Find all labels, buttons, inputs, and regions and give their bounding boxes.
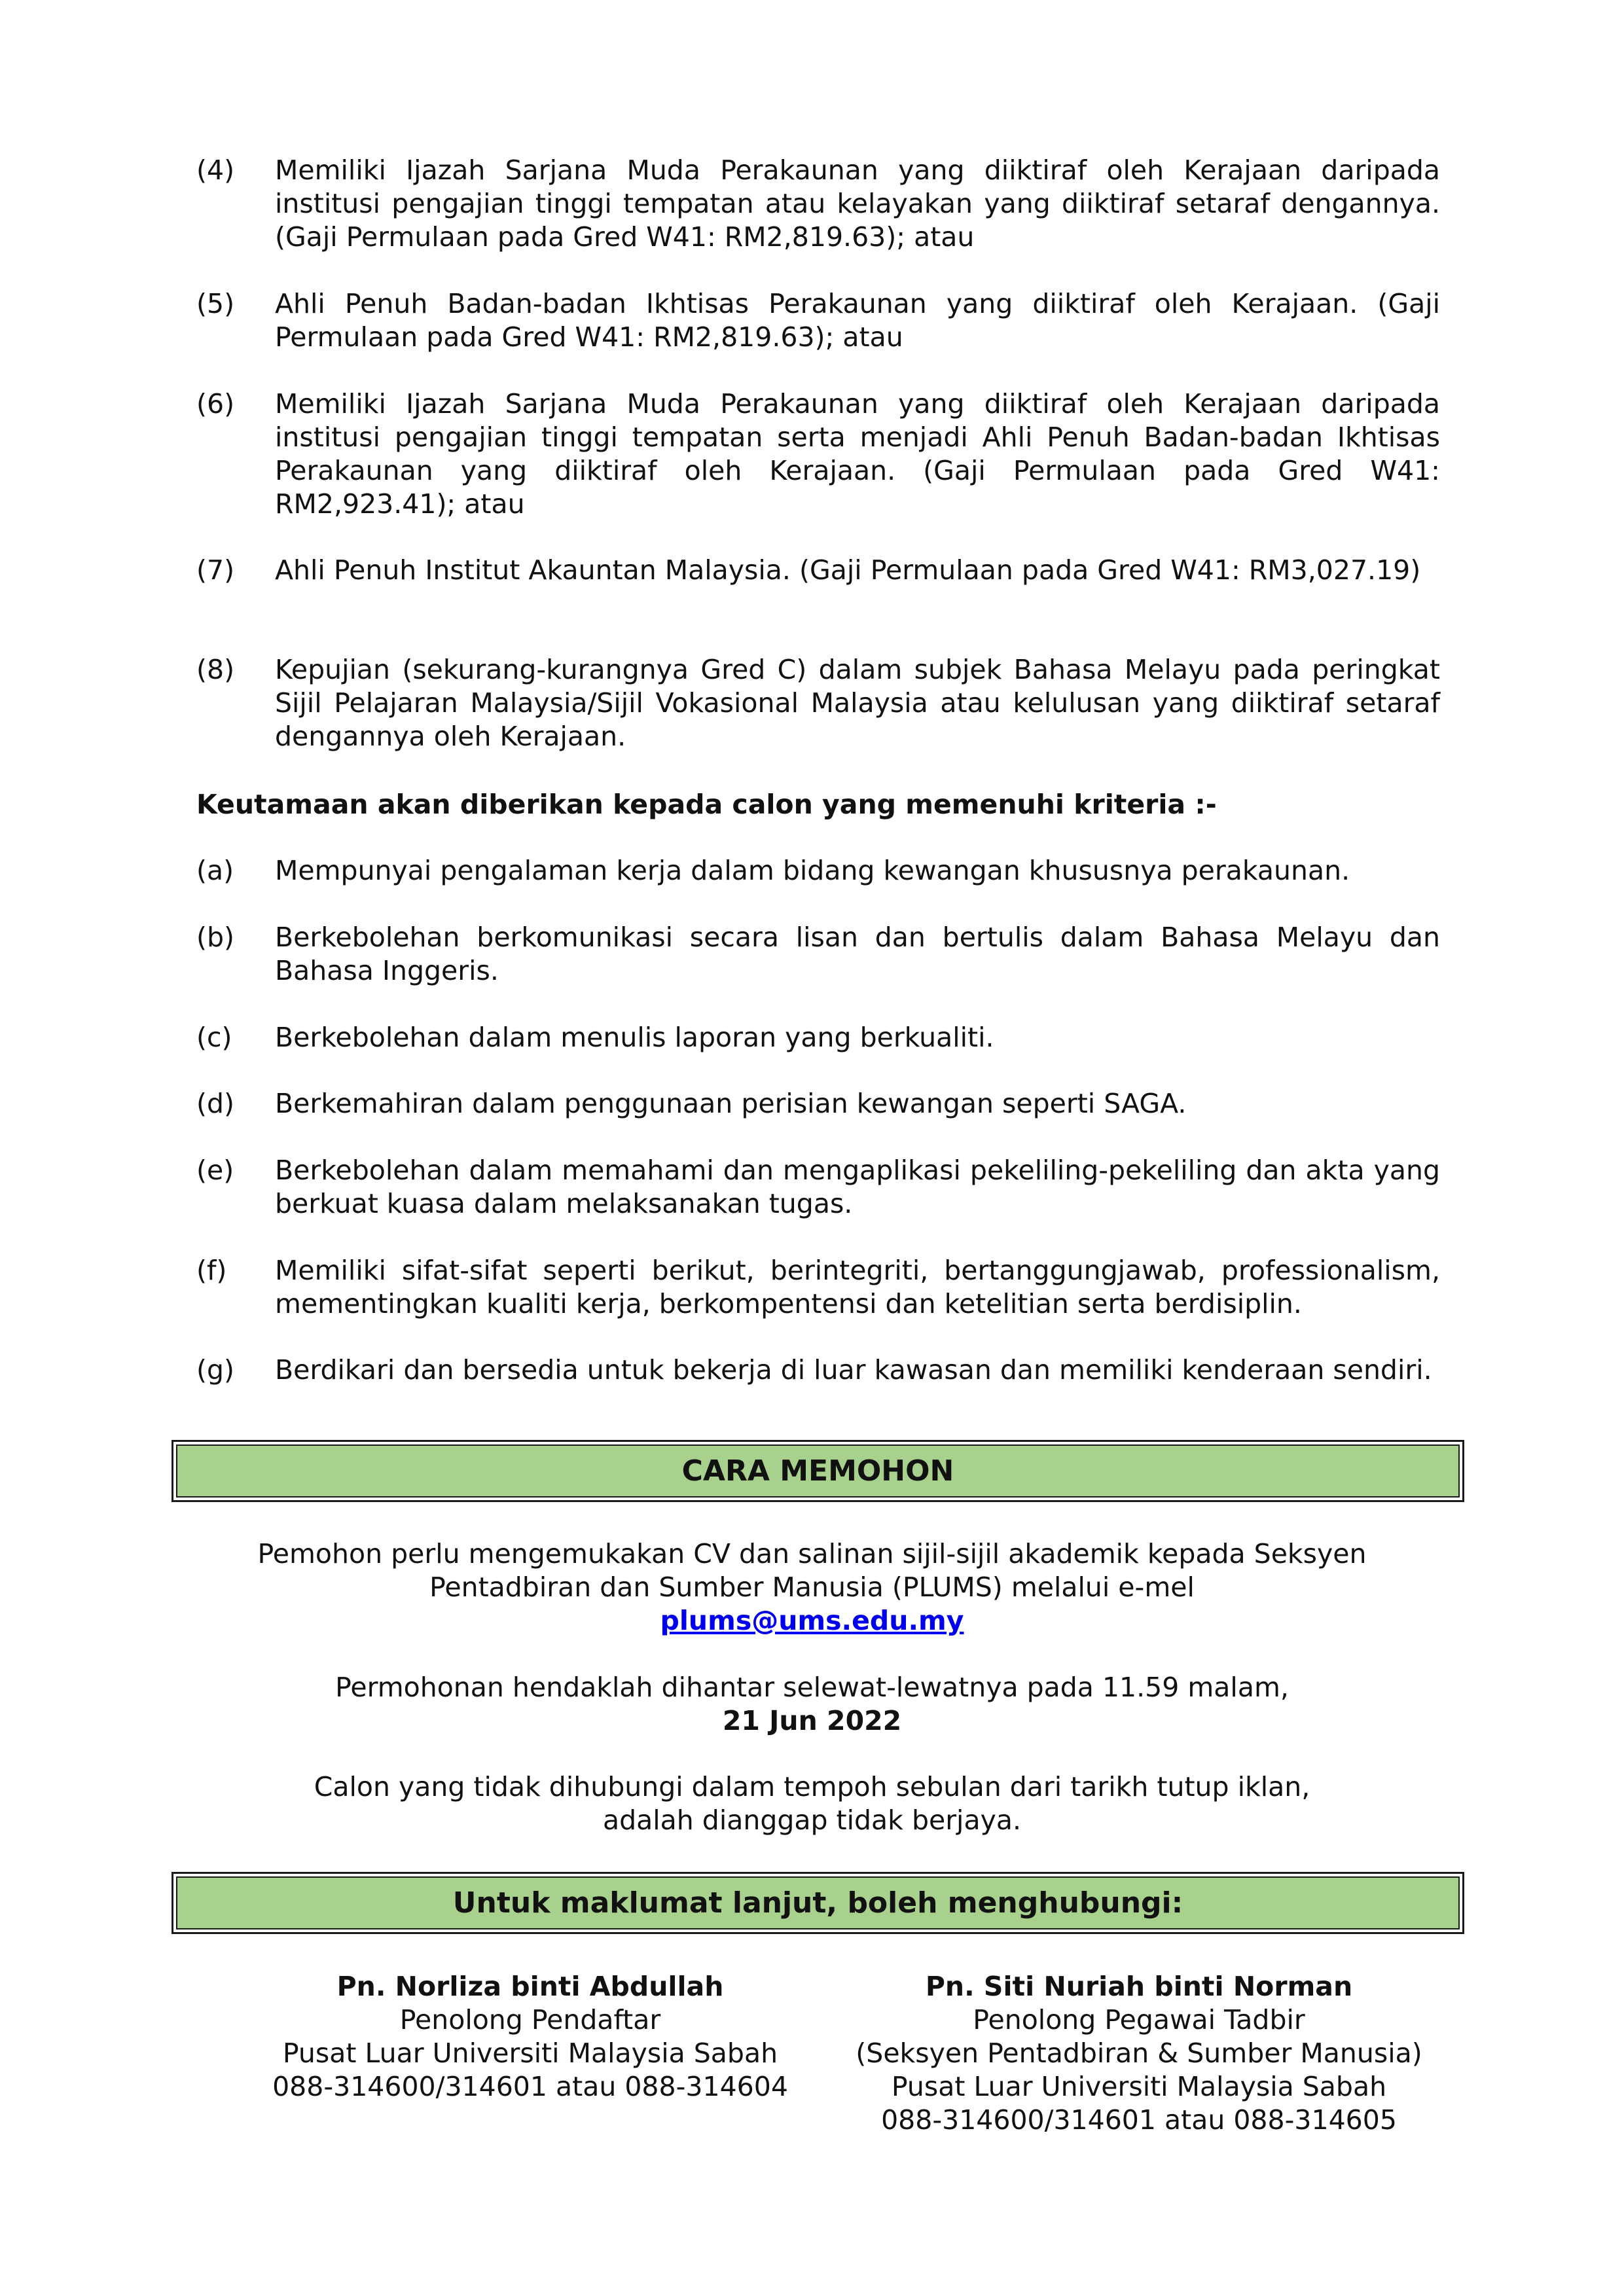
item-text: Berkebolehan dalam menulis laporan yang berkualiti. <box>275 1022 994 1053</box>
contact-title: Untuk maklumat lanjut, boleh menghubungi: <box>176 1876 1460 1929</box>
item-text: Memiliki Ijazah Sarjana Muda Perakaunan yang diiktiraf oleh Kerajaan daripada institusi pengajian tinggi tempatan atau kelayakan yang diiktiraf setaraf dengannya. (Gaji Permulaan pada Gred W41: RM2,819.63); atau <box>275 154 1440 253</box>
item-text: Kepujian (sekurang-kurangnya Gred C) dalam subjek Bahasa Melayu pada peringkat Sijil Pelajaran Malaysia/Sijil Vokasional Malaysia atau kelulusan yang diiktiraf setaraf dengannya oleh Kerajaan. <box>275 654 1440 752</box>
item-text: Berkebolehan dalam memahami dan mengaplikasi pekeliling-pekeliling dan akta yang berkuat kuasa dalam melaksanakan tugas. <box>275 1155 1440 1219</box>
contact-left <box>190 1970 871 2104</box>
contact-position: Penolong Pendaftar <box>399 2004 661 2036</box>
email-row <box>0 1604 1624 1638</box>
item-letter: (f) <box>196 1255 227 1286</box>
item-letter: (b) <box>196 922 235 953</box>
contact-name: Pn. Siti Nuriah binti Norman <box>925 1971 1353 2002</box>
contact-office: Pusat Luar Universiti Malaysia Sabah <box>891 2071 1387 2102</box>
item-text: Berkemahiran dalam penggunaan perisian kewangan seperti SAGA. <box>275 1088 1187 1119</box>
preference-heading: Keutamaan akan diberikan kepada calon yang memenuhi kriteria :- <box>196 789 1217 820</box>
item-text: Mempunyai pengalaman kerja dalam bidang kewangan khususnya perakaunan. <box>275 855 1350 886</box>
notice-line: adalah dianggap tidak berjaya. <box>602 1804 1021 1836</box>
contact-phone: 088-314600/314601 atau 088-314605 <box>881 2104 1397 2136</box>
contact-name: Pn. Norliza binti Abdullah <box>336 1971 724 2002</box>
apply-instruction-line: Pentadbiran dan Sumber Manusia (PLUMS) melalui e-mel <box>429 1571 1195 1603</box>
item-letter: (a) <box>196 855 234 886</box>
item-text: Ahli Penuh Institut Akauntan Malaysia. (Gaji Permulaan pada Gred W41: RM3,027.19) <box>275 554 1421 586</box>
contact-phone: 088-314600/314601 atau 088-314604 <box>272 2071 788 2102</box>
item-text: Memiliki Ijazah Sarjana Muda Perakaunan yang diiktiraf oleh Kerajaan daripada institusi pengajian tinggi tempatan serta menjadi Ahli Penuh Badan-badan Ikhtisas Perakaunan yang diiktiraf oleh Kerajaan. (Gaji Permulaan pada Gred W41: RM2,923.41); atau <box>275 388 1440 520</box>
item-number: (6) <box>196 388 235 420</box>
notice-line: Calon yang tidak dihubungi dalam tempoh sebulan dari tarikh tutup iklan, <box>314 1771 1310 1803</box>
item-number: (8) <box>196 654 235 685</box>
item-number: (7) <box>196 554 235 586</box>
item-text: Ahli Penuh Badan-badan Ikhtisas Perakaunan yang diiktiraf oleh Kerajaan. (Gaji Permulaan pada Gred W41: RM2,819.63); atau <box>275 288 1440 353</box>
item-text: Berkebolehan berkomunikasi secara lisan dan bertulis dalam Bahasa Melayu dan Bahasa Inggeris. <box>275 922 1440 986</box>
item-letter: (c) <box>196 1022 232 1053</box>
item-letter: (d) <box>196 1088 235 1119</box>
deadline-date: 21 Jun 2022 <box>722 1705 902 1736</box>
apply-instruction-line: Pemohon perlu mengemukakan CV dan salinan sijil-sijil akademik kepada Seksyen <box>257 1538 1367 1570</box>
item-number: (4) <box>196 154 235 186</box>
contact-office: Pusat Luar Universiti Malaysia Sabah <box>282 2037 778 2069</box>
contact-position: Penolong Pegawai Tadbir <box>973 2004 1305 2036</box>
item-text: Berdikari dan bersedia untuk bekerja di luar kawasan dan memiliki kenderaan sendiri. <box>275 1354 1432 1386</box>
how-to-apply-banner <box>171 1440 1464 1502</box>
how-to-apply-title: CARA MEMOHON <box>176 1444 1460 1498</box>
contact-right <box>799 1970 1479 2137</box>
item-text: Memiliki sifat-sifat seperti berikut, berintegriti, bertanggungjawab, professionalism, mementingkan kualiti kerja, berkompentensi dan ketelitian serta berdisiplin. <box>275 1255 1440 1319</box>
contact-department: (Seksyen Pentadbiran & Sumber Manusia) <box>856 2037 1422 2069</box>
item-letter: (g) <box>196 1354 235 1386</box>
email-link[interactable]: plums@ums.edu.my <box>660 1605 964 1636</box>
item-letter: (e) <box>196 1155 234 1186</box>
item-number: (5) <box>196 288 235 319</box>
deadline-line: Permohonan hendaklah dihantar selewat-lewatnya pada 11.59 malam, <box>335 1672 1289 1703</box>
contact-banner <box>171 1872 1464 1934</box>
